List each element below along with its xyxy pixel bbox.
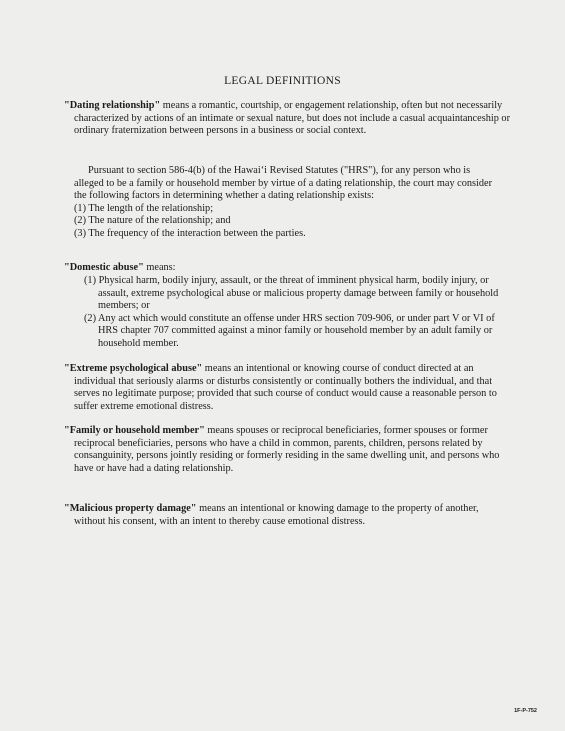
factor-item: (1) The length of the relationship; [74, 202, 214, 214]
list-item: (2) Any act which would constitute an offense under HRS section 709-906, or under part V or VI of HRS chapter 707 committed against a minor family or household member by an adult family or household member. [84, 312, 495, 349]
definition-family-household-member [64, 425, 512, 475]
term-dating-relationship: "Dating relationship" [64, 100, 161, 111]
definition-text: means: [143, 262, 176, 273]
term-domestic-abuse: "Domestic abuse" [64, 262, 144, 273]
definition-text: means spouses or reciprocal beneficiaries, former spouses or former reciprocal beneficiaries, persons who have a child in common, parents, children, persons related by consanguinity, persons jointly residing or formerly residing in the same dwelling unit, and persons who have or have had a dating relationship. [74, 425, 500, 474]
definition-dating-relationship [64, 100, 512, 138]
page-title: LEGAL DEFINITIONS [224, 75, 341, 87]
definition-domestic-abuse [64, 262, 512, 275]
definition-extreme-psychological-abuse [64, 363, 512, 413]
definition-malicious-property-damage [64, 503, 512, 528]
term-malicious-property-damage: "Malicious property damage" [64, 503, 197, 514]
definition-text: means a romantic, courtship, or engagement relationship, often but not necessarily characterized by actions of an intimate or sexual nature, but does not include a casual acquaintanceship or ordinary fraternization between persons in a business or social context. [74, 100, 511, 137]
definition-text: means an intentional or knowing damage to the property of another, without his consent, with an intent to thereby cause emotional distress. [74, 503, 479, 527]
domestic-abuse-list [84, 275, 502, 351]
term-family-household-member: "Family or household member" [64, 425, 205, 436]
term-extreme-psychological-abuse: "Extreme psychological abuse" [64, 363, 203, 374]
dating-factors-paragraph [74, 165, 502, 241]
factor-item: (3) The frequency of the interaction between the parties. [74, 227, 306, 239]
factor-item: (2) The nature of the relationship; and [74, 215, 231, 227]
list-item: (1) Physical harm, bodily injury, assault, or the threat of imminent physical harm, bodily injury, or assault, extreme psychological abuse or malicious property damage between family or household members; or [84, 275, 499, 312]
definition-text: means an intentional or knowing course of conduct directed at an individual that seriously alarms or disturbs consistently or continually bothers the individual, and that serves no legitimate purpose; provided that such course of conduct would cause a reasonable person to suffer extreme emotional distress. [74, 363, 497, 412]
pursuant-text: Pursuant to section 586-4(b) of the Hawaiʻi Revised Statutes ("HRS"), for any person who is alleged to be a family or household member by virtue of a dating relationship, the court may consider the following factors in determining whether a dating relationship exists: [74, 165, 493, 202]
form-code: 1F-P-752 [514, 708, 537, 714]
